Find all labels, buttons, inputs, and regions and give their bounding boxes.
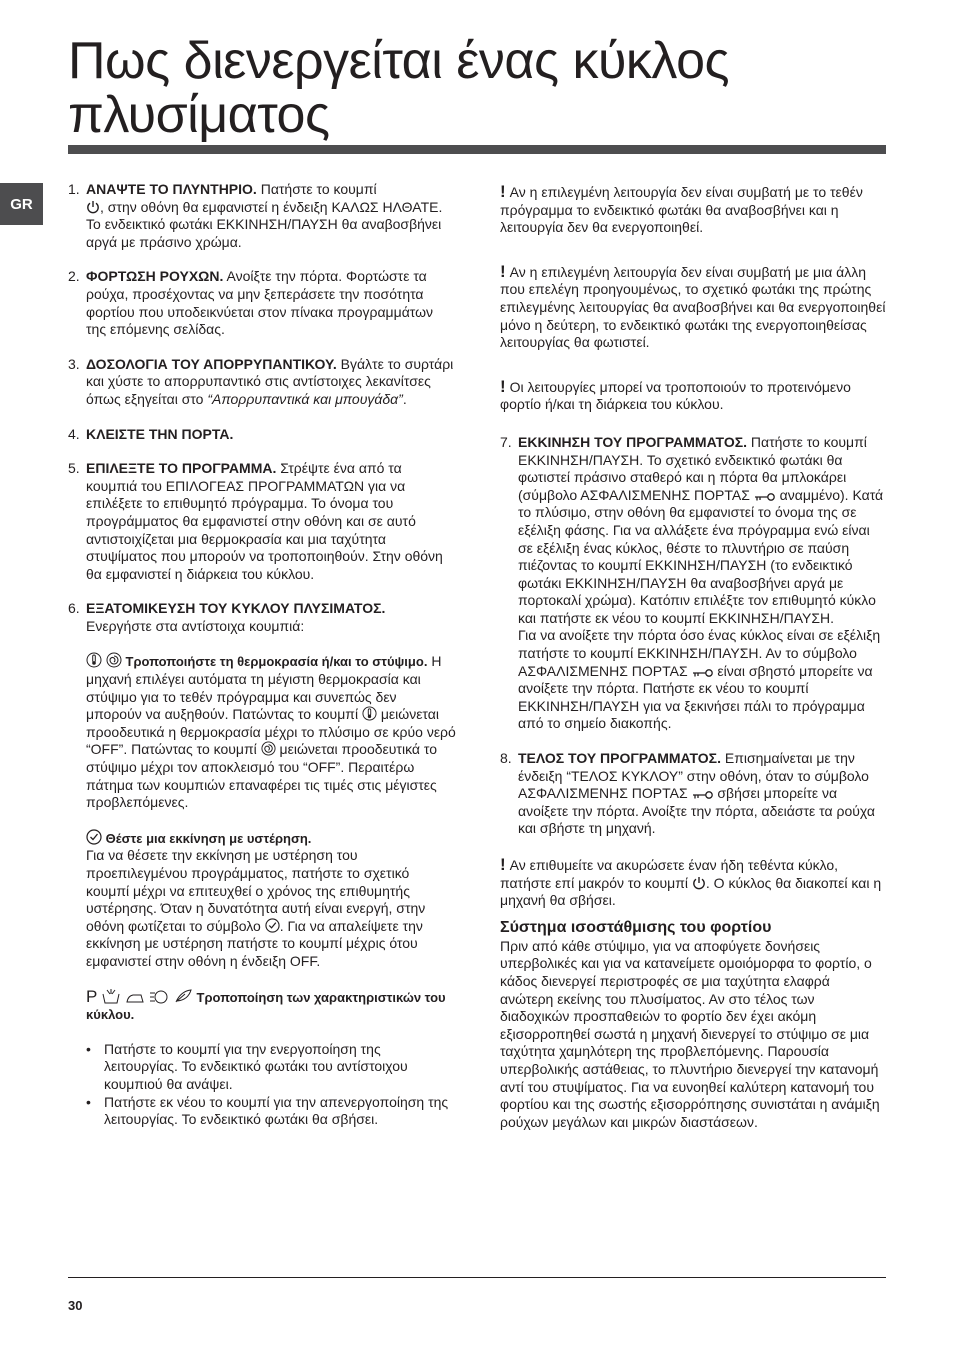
extra-rinse-icon <box>149 988 169 1004</box>
language-tab: GR <box>0 183 43 225</box>
step-text: Πατήστε το κουμπί <box>256 181 377 197</box>
list-item <box>86 1041 456 1094</box>
left-column <box>68 181 456 1146</box>
step-heading: ΦΟΡΤΩΣΗ ΡΟΥΧΩΝ. <box>86 268 224 285</box>
step-text: Βγάλτε το συρτάρι και χύστε το απορρυπαντικό στις αντίστοιχες λεκανίτσες όπως εξηγείται στο <box>86 355 454 407</box>
step-text: Επισημαίνεται με την ένδειξη “ΤΕΛΟΣ ΚΥΚΛΟΥ” στην οθόνη, όταν το σύμβολο ΑΣΦΑΛΙΣΜΕΝΗΣ ΠΟΡΤΑΣ <box>518 750 869 802</box>
subsection-text: μειώνεται προοδευτικά το στύψιμο μέχρι τον αποκλεισμό του “OFF”. Περαιτέρω πάτημα των κουμπιών επαναφέρει τις τιμές στις μέγιστες προβλεπόμενες. <box>86 741 438 811</box>
warning-icon: ! <box>500 182 506 201</box>
step-number: 1. <box>68 181 80 197</box>
step-heading: ΤΕΛΟΣ ΤΟΥ ΠΡΟΓΡΑΜΜΑΤΟΣ. <box>518 750 721 767</box>
delay-start-icon <box>86 829 102 845</box>
list-item <box>86 1094 456 1129</box>
bullet-mark: • <box>86 1040 91 1057</box>
page-number: 30 <box>68 1298 83 1313</box>
key-lock-icon <box>754 492 776 502</box>
step-text: είναι σβηστό μπορείτε να ανοίξετε την πόρτα. Πατήστε εκ νέου το κουμπί ΕΚΚΙΝΗΣΗ/ΠΑΥΣΗ για να ξεκινήσει πάλι το πρόγραμμα από το σημείο διακοπής. <box>518 662 873 732</box>
reference-link-text: “Απορρυπαντικά και μπουγάδα” <box>207 390 403 407</box>
key-lock-icon <box>692 668 714 678</box>
temperature-icon <box>86 652 102 668</box>
prewash-icon <box>101 988 121 1004</box>
subsection-text: Για να θέσετε την εκκίνηση με υστέρηση του προεπιλεγμένου προγράμματος, πατήστε το σχετικό κουμπί μέχρι να επιτευχθεί ο χρόνος της επιθυμητής υστέρησης. Όταν η δυνατότητα αυτή είναι ενεργή, στην οθόνη φωτίζεται το σύμβολο <box>86 847 426 934</box>
warning-note-4 <box>500 856 886 910</box>
iron-icon <box>125 988 145 1004</box>
right-column <box>500 183 886 1131</box>
cycle-options-subsection <box>86 988 456 1129</box>
step-5 <box>68 460 456 583</box>
step-1 <box>68 181 456 251</box>
step-heading: ΔΟΣΟΛΟΓΙΑ ΤΟΥ ΑΠΟΡΡΥΠΑΝΤΙΚΟΥ. <box>86 355 337 372</box>
title-line-1: Πως διενεργείται ένας κύκλος <box>68 32 730 90</box>
power-icon <box>692 876 706 890</box>
step-text: σβήσει μπορείτε να ανοίξετε την πόρτα. Ανοίξτε την πόρτα, αδειάστε τα ρούχα και σβήστε τη μηχανή. <box>518 785 875 837</box>
warning-icon: ! <box>500 261 506 281</box>
warning-note-2 <box>500 263 886 352</box>
title-line-2: πλυσίματος <box>68 86 330 144</box>
step-number: 2. <box>68 268 80 285</box>
step-6 <box>68 600 456 1128</box>
step-text-end: . <box>402 390 407 407</box>
step-3 <box>68 356 456 409</box>
note-text: Οι λειτουργίες μπορεί να τροποποιούν το προτεινόμενο φορτίο ή/και τη διάρκεια του κύκλου. <box>500 378 851 413</box>
title-underline-bar <box>68 145 886 154</box>
step-text: Πατήστε το κουμπί ΕΚΚΙΝΗΣΗ/ΠΑΥΣΗ. Το σχετικό ενδεικτικό φωτάκι θα φωτιστεί πράσινο σταθερό και η πόρτα θα μπλοκάρει (σύμβολο ΑΣΦΑΛΙΣΜΕΝΗΣ ΠΟΡΤΑΣ <box>518 433 867 503</box>
step-number: 8. <box>500 750 512 767</box>
section-heading-load-balance: Σύστημα ισοστάθμισης του φορτίου <box>500 918 772 936</box>
step-number: 3. <box>68 355 80 372</box>
delay-start-icon <box>265 918 280 933</box>
step-heading: ΕΠΙΛΕΞΤΕ ΤΟ ΠΡΟΓΡΑΜΜΑ. <box>86 460 277 477</box>
step-heading: ΚΛΕΙΣΤΕ ΤΗΝ ΠΟΡΤΑ. <box>86 425 234 442</box>
prewash-option-icon: P <box>86 986 98 1006</box>
step-heading: ΑΝΑΨΤΕ ΤΟ ΠΛΥΝΤΗΡΙΟ. <box>86 181 257 197</box>
step-text: , στην οθόνη θα εμφανιστεί η ένδειξη ΚΑΛΩΣ ΗΛΘΑΤΕ. Το ενδεικτικό φωτάκι ΕΚΚΙΝΗΣΗ/ΠΑΥΣΗ θα αναβοσβήνει αργά με πράσινο χρώμα. <box>86 198 443 250</box>
step-number: 7. <box>500 433 512 450</box>
note-text: . Ο κύκλος θα διακοπεί και η μηχανή θα σβήσει. <box>500 874 882 909</box>
subsection-text: μειώνεται προοδευτικά η θερμοκρασία μέχρι το πλύσιμο σε κρύο νερό “OFF”. Πατώντας το κουμπί <box>86 706 456 758</box>
key-lock-icon <box>692 790 714 800</box>
step-text: Ανοίξτε την πόρτα. Φορτώστε τα ρούχα, προσέχοντας να μην ξεπεράσετε την ποσότητα φορτίου που υποδεικνύεται στον πίνακα προγραμμάτων της επόμενης σελίδας. <box>86 268 434 338</box>
note-text: Αν επιθυμείτε να ακυρώσετε έναν ήδη τεθέντα κύκλο, πατήστε επί μακρόν το κουμπί <box>500 857 839 891</box>
super-wash-icon <box>173 988 193 1004</box>
note-text: Αν η επιλεγμένη λειτουργία δεν είναι συμβατή με το τεθέν πρόγραμμα το ενδεικτικό φωτάκι θα αναβοσβήνει και η λειτουργία δεν θα ενεργοποιηθεί. <box>500 184 863 236</box>
step-number: 4. <box>68 425 80 442</box>
temperature-spin-subsection <box>86 652 456 811</box>
bullet-text: Πατήστε εκ νέου το κουμπί για την απενεργοποίηση της λειτουργίας. Το ενδεικτικό φωτάκι θα σβήσει. <box>104 1093 449 1128</box>
step-text: αναμμένο). Κατά το πλύσιμο, στην οθόνη θα εμφανιστεί το όνομα της σε εξέλιξη φάσης. Για να αλλάξετε ένα πρόγραμμα ενώ είναι σε εξέλιξη ένας κύκλος, θέστε το πλυντήριο σε παύση πιέζοντας το κουμπί ΕΚΚΙΝΗΣΗ/ΠΑΥΣΗ (το ενδεικτικό φωτάκι ΕΚΚΙΝΗΣΗ/ΠΑΥΣΗ θα αναβοσβήνει αργά με πορτοκαλί χρώμα). Κατόπιν επιλέξτε τον επιθυμητό κύκλο και πατήστε εκ νέου το κουμπί ΕΚΚΙΝΗΣΗ/ΠΑΥΣΗ. <box>518 486 884 626</box>
power-icon <box>86 200 100 214</box>
warning-icon: ! <box>500 855 506 874</box>
step-text: Στρέψτε ένα από τα κουμπιά του ΕΠΙΛΟΓΕΑΣ ΠΡΟΓΡΑΜΜΑΤΩΝ για να επιλέξετε το επιθυμητό πρόγραμμα. Το όνομα του προγράμματος θα εμφανιστεί στην οθόνη και σε αυτό αντιστοιχίζεται μια θερμοκρασία και μια ταχύτητα στυψίματος που μπορούν να τροποποιηθούν. Στην οθόνη θα εμφανιστεί η διάρκεια του κύκλου. <box>86 460 443 582</box>
bullet-mark: • <box>86 1093 91 1110</box>
note-text: Αν η επιλεγμένη λειτουργία δεν είναι συμβατή με μια άλλη που επελέγη προηγουμένως, το σχετικό φωτάκι της πρώτης επιλεγμένης λειτουργίας θα αναβοσβήνει και θα ενεργοποιηθεί μόνο η δεύτερη, το ενδεικτικό φωτάκι της ενεργοποιηθείσας λειτουργίας θα φωτιστεί. <box>500 263 886 351</box>
step-8 <box>500 750 886 838</box>
subsection-heading: Θέστε μια εκκίνηση με υστέρηση. <box>102 830 312 846</box>
warning-note-1 <box>500 183 886 237</box>
step-text: Για να ανοίξετε την πόρτα όσο ένας κύκλος είναι σε εξέλιξη πατήστε το κουμπί ΕΚΚΙΝΗΣΗ/ΠΑΥΣΗ. Αν το σύμβολο ΑΣΦΑΛΙΣΜΕΝΗΣ ΠΟΡΤΑΣ <box>518 627 881 679</box>
option-bullets <box>86 1041 456 1129</box>
step-2 <box>68 268 456 338</box>
step-number: 5. <box>68 460 80 477</box>
page-title <box>68 34 888 142</box>
step-intro: Ενεργήστε στα αντίστοιχα κουμπιά: <box>86 617 305 634</box>
subsection-heading: Τροποποίηση των χαρακτηριστικών του κύκλου. <box>86 989 446 1023</box>
spin-icon <box>261 741 276 756</box>
step-heading: ΕΚΚΙΝΗΣΗ ΤΟΥ ΠΡΟΓΡΑΜΜΑΤΟΣ. <box>518 433 748 450</box>
temperature-icon <box>362 706 377 721</box>
footer-rule <box>68 1277 886 1278</box>
delay-start-subsection <box>86 829 456 971</box>
subsection-heading: Τροποποιήστε τη θερμοκρασία ή/και το στύψιμο. <box>121 654 428 670</box>
warning-icon: ! <box>500 376 506 396</box>
step-number: 6. <box>68 600 80 617</box>
step-7 <box>500 434 886 733</box>
step-heading: ΕΞΑΤΟΜΙΚΕΥΣΗ ΤΟΥ ΚΥΚΛΟΥ ΠΛΥΣΙΜΑΤΟΣ. <box>86 600 386 617</box>
warning-note-3 <box>500 378 886 414</box>
subsection-text: . Για να απαλείψετε την εκκίνηση με υστέρηση πατήστε το κουμπί μέχρις ότου εμφανιστεί στην οθόνη η ένδειξη OFF. <box>86 917 423 969</box>
section-text-load-balance: Πριν από κάθε στύψιμο, για να αποφύγετε δονήσεις υπερβολικές και για να κατανείμετε ομοιόμορφα το φορτίο, ο κάδος διενεργεί περιστροφές σε μια ταχύτητα ελαφρά ανώτερη εκείνης του πλυσίματος. Αν στο τέλος των διαδοχικών προσπαθειών το φορτίο δεν έχει ακόμη εξισορροπηθεί σωστά η μηχανή διενεργεί το στύψιμο σε μια ταχύτητα χαμηλότερη της προβλεπόμενης. Παρουσία υπερβολικής αστάθειας, το πλυντήριο διενεργεί την κατανομή αντί του στυψίματος. Για να ευνοηθεί καλύτερη κατανομή του φορτίου και της σωστής εξισορρόπησης συνιστάται η ανάμιξη ρούχων μεγάλων και μικρών διαστάσεων. <box>500 937 880 1130</box>
spin-icon <box>106 652 122 668</box>
bullet-text: Πατήστε το κουμπί για την ενεργοποίηση της λειτουργίας. Το ενδεικτικό φωτάκι του αντίστοιχου κουμπιού θα ανάψει. <box>104 1040 408 1092</box>
subsection-text: Η μηχανή επιλέγει αυτόματα τη μέγιστη θερμοκρασία και στύψιμο για το τεθέν πρόγραμμα και συνεπώς δεν μπορούν να αυξηθούν. Πατώντας το κουμπί <box>86 653 442 723</box>
step-4 <box>68 426 456 444</box>
